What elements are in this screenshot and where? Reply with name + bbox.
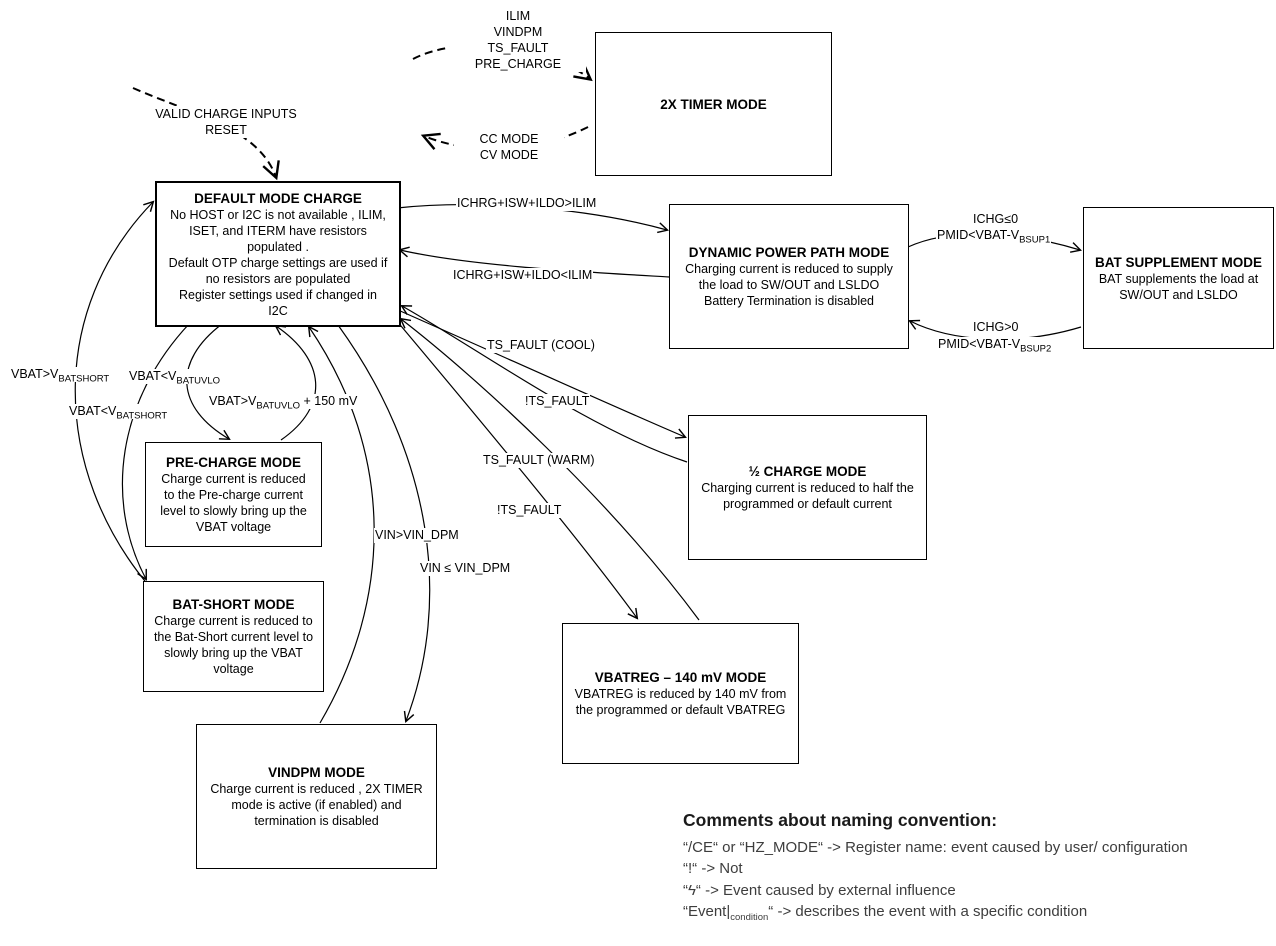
box-title: VBATREG – 140 mV MODE (594, 670, 767, 685)
box-text-line: no resistors are populated (205, 271, 351, 286)
edge-label-ts-fault-cool: TS_FAULT (COOL) (487, 338, 595, 352)
box-text-line: voltage (213, 662, 254, 676)
box-text-line: VBAT voltage (195, 520, 272, 534)
box-text-line: Charge current is reduced , 2X TIMER (210, 782, 423, 796)
edge-label-ichg-gt-0: ICHG>0 (973, 320, 1019, 334)
edge-label-vbat-lt-batshort: $VBAT<V_{BATSHORT}$ (69, 404, 168, 422)
state-box-dynamic-power-path (669, 204, 909, 349)
edge-label-vbat-gt-batshort: $VBAT>V_{BATSHORT}$ (11, 367, 110, 385)
box-text-line: Charging current is reduced to half the (701, 481, 914, 495)
box-text-line: Charge current is reduced (161, 472, 306, 486)
box-text-line: level to slowly bring up the (160, 504, 307, 518)
state-box-vbatreg-minus-140mv (562, 623, 799, 764)
box-text-line: No HOST or I2C is not available , ILIM, (170, 207, 386, 222)
box-text-line: BAT supplements the load at (1098, 271, 1259, 286)
box-title: PRE-CHARGE MODE (165, 455, 301, 470)
box-text-line: Battery Termination is disabled (704, 294, 874, 308)
state-box-batshort (143, 581, 324, 692)
box-text-line: VBATREG is reduced by 140 mV from (574, 687, 787, 701)
box-text-line: Charge current is reduced to (154, 614, 313, 628)
comments-block (683, 810, 1188, 923)
edge-label-cc-cv-mode: CC MODE CV MODE (454, 131, 564, 163)
comments-line: “/CE“ or “HZ_MODE“ -> Register name: event caused by user/ configuration (683, 838, 1188, 856)
box-text-line: Default OTP charge settings are used if (168, 255, 388, 270)
box-text-line: ISET, and ITERM have resistors (189, 223, 367, 238)
comments-heading: Comments about naming convention: (683, 810, 998, 830)
edge-label-ichrg-over-ilim: ICHRG+ISW+ILDO>ILIM (457, 196, 597, 210)
edge-label-ichrg-under-ilim: ICHRG+ISW+ILDO<ILIM (453, 268, 593, 282)
comments-line-event-condition: “$Event|_{condition}“$ -> describes the event with a specific condition (683, 903, 1088, 923)
box-title: BAT-SHORT MODE (172, 597, 295, 612)
edge-label-vbat-lt-batuvlo: $VBAT<V_{BATUVLO}$ (129, 369, 220, 387)
box-text-line: SW/OUT and LSLDO (1119, 287, 1238, 302)
edge-label-not-ts-fault-1: !TS_FAULT (525, 394, 590, 408)
edge-label-not-ts-fault-2: !TS_FAULT (497, 503, 562, 517)
box-text-line: Charging current is reduced to supply (685, 262, 893, 276)
edge-label-vin-le-vindpm: VIN ≤ VIN_DPM (420, 561, 511, 575)
edge-label-2x-timer-inputs: ILIM VINDPM TS_FAULT PRE_CHARGE (450, 8, 586, 72)
state-box-default-mode-charge (155, 181, 401, 327)
box-title: VINDPM MODE (268, 765, 365, 780)
state-box-2x-timer-mode (595, 32, 832, 176)
edge-label-ichg-le-0: ICHG≤0 (973, 212, 1019, 226)
box-text-line: the load to SW/OUT and LSLDO (698, 278, 880, 292)
state-box-half-charge (688, 415, 927, 560)
box-title: DYNAMIC POWER PATH MODE (688, 245, 890, 260)
state-box-precharge (145, 442, 322, 547)
box-text-line: the programmed or default VBATREG (575, 703, 786, 717)
state-box-bat-supplement (1083, 207, 1274, 349)
box-text-line: populated . (247, 239, 309, 254)
box-text-line: Register settings used if changed in (178, 287, 378, 302)
edge-label-ts-fault-warm: TS_FAULT (WARM) (483, 453, 595, 467)
edge-label-pmid-vbat-bsup1: $PMID<VBAT-V_{BSUP1}$ (937, 228, 1051, 246)
box-text-line: I2C (268, 303, 288, 318)
box-title: BAT SUPPLEMENT MODE (1094, 254, 1262, 270)
edge-default-to-vindpm (338, 325, 430, 721)
box-text-line: termination is disabled (254, 814, 379, 828)
state-box-vindpm (196, 724, 437, 869)
box-text-line: slowly bring up the VBAT (164, 646, 303, 660)
edge-half-charge-to-default (402, 306, 687, 462)
box-text-line: mode is active (if enabled) and (231, 798, 402, 812)
box-text-line: programmed or default current (723, 497, 892, 511)
comments-line: “!“ -> Not (683, 860, 743, 877)
box-text-line: the Bat-Short current level to (153, 630, 314, 644)
box-title: ½ CHARGE MODE (748, 464, 867, 479)
edge-label-valid-charge-inputs-reset: VALID CHARGE INPUTS RESET (144, 106, 308, 138)
edge-precharge-to-default (276, 326, 316, 440)
edge-label-vbat-gt-batuvlo-plus-150mv: $VBAT>V_{BATUVLO} + 150$ mV (209, 394, 358, 412)
box-title: DEFAULT MODE CHARGE (194, 190, 362, 206)
box-title: 2X TIMER MODE (660, 96, 767, 112)
edge-label-vin-gt-vindpm: VIN>VIN_DPM (375, 528, 459, 542)
comments-line: “ϟ“ -> Event caused by external influence (683, 881, 956, 899)
edge-label-pmid-vbat-bsup2: $PMID<VBAT-V_{BSUP2}$ (938, 337, 1052, 355)
box-text-line: to the Pre-charge current (164, 488, 303, 502)
